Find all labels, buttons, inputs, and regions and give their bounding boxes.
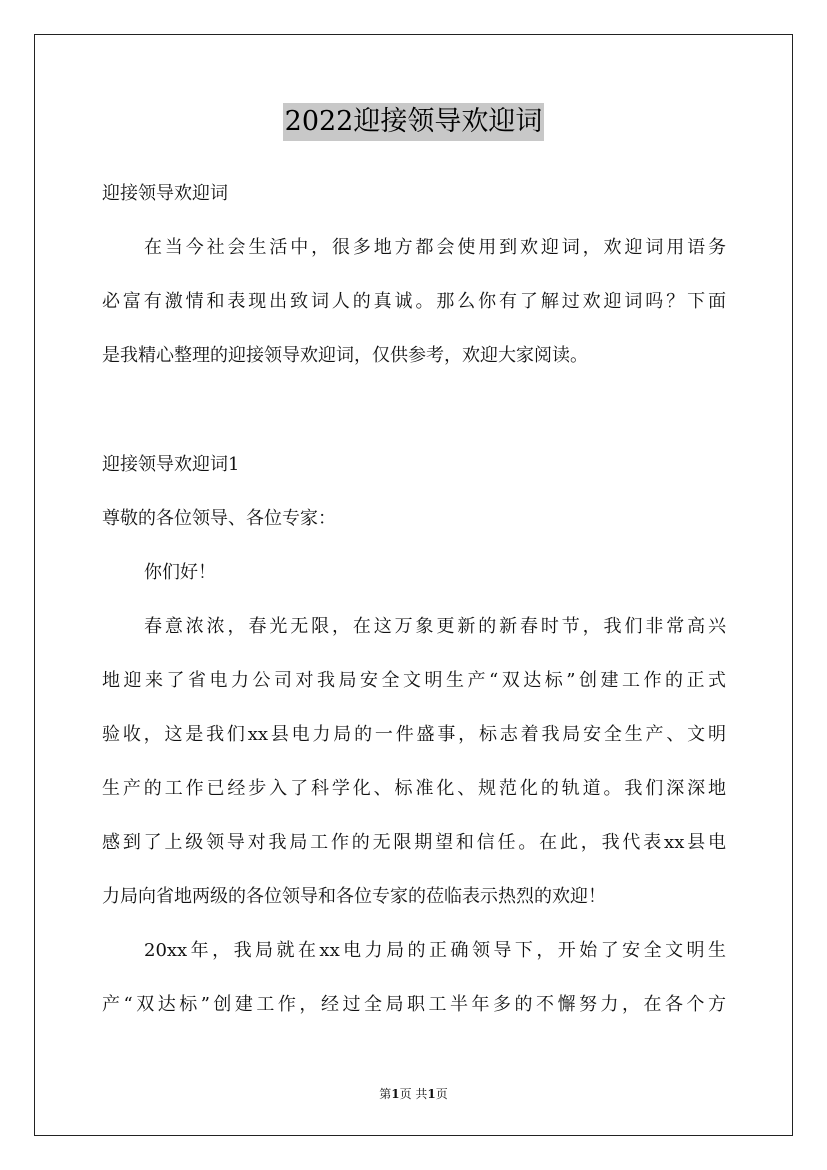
paragraph1-line-6: 力局向省地两级的各位领导和各位专家的莅临表示热烈的欢迎！ bbox=[102, 886, 606, 907]
document-title: 2022迎接领导欢迎词 bbox=[283, 103, 545, 141]
title-container bbox=[0, 103, 827, 141]
salutation: 尊敬的各位领导、各位专家： bbox=[102, 508, 336, 529]
intro-line-2: 必富有激情和表现出致词人的真诚。那么你有了解过欢迎词吗？下面 bbox=[102, 291, 726, 312]
page-footer bbox=[0, 1085, 827, 1102]
section-title: 迎接领导欢迎词1 bbox=[102, 454, 240, 475]
greeting: 你们好！ bbox=[144, 562, 216, 583]
footer-prefix: 第 bbox=[379, 1087, 392, 1101]
intro-line-3: 是我精心整理的迎接领导欢迎词，仅供参考，欢迎大家阅读。 bbox=[102, 345, 588, 366]
paragraph1-line-3: 验收，这是我们xx县电力局的一件盛事，标志着我局安全生产、文明 bbox=[102, 724, 726, 745]
footer-page-total: 1 bbox=[427, 1087, 436, 1101]
intro-line-1: 在当今社会生活中，很多地方都会使用到欢迎词，欢迎词用语务 bbox=[144, 237, 726, 258]
footer-page-number: 1 bbox=[391, 1087, 400, 1101]
footer-suffix: 页 bbox=[435, 1087, 448, 1101]
paragraph2-line-1: 20xx年，我局就在xx电力局的正确领导下，开始了安全文明生 bbox=[144, 940, 726, 961]
paragraph1-line-2: 地迎来了省电力公司对我局安全文明生产“双达标”创建工作的正式 bbox=[102, 670, 726, 691]
paragraph1-line-5: 感到了上级领导对我局工作的无限期望和信任。在此，我代表xx县电 bbox=[102, 832, 726, 853]
paragraph1-line-1: 春意浓浓，春光无限，在这万象更新的新春时节，我们非常高兴 bbox=[144, 616, 726, 637]
footer-mid: 页 共 bbox=[399, 1087, 428, 1101]
paragraph2-line-2: 产“双达标”创建工作，经过全局职工半年多的不懈努力，在各个方 bbox=[102, 994, 726, 1015]
heading: 迎接领导欢迎词 bbox=[102, 183, 228, 204]
paragraph1-line-4: 生产的工作已经步入了科学化、标准化、规范化的轨道。我们深深地 bbox=[102, 778, 726, 799]
